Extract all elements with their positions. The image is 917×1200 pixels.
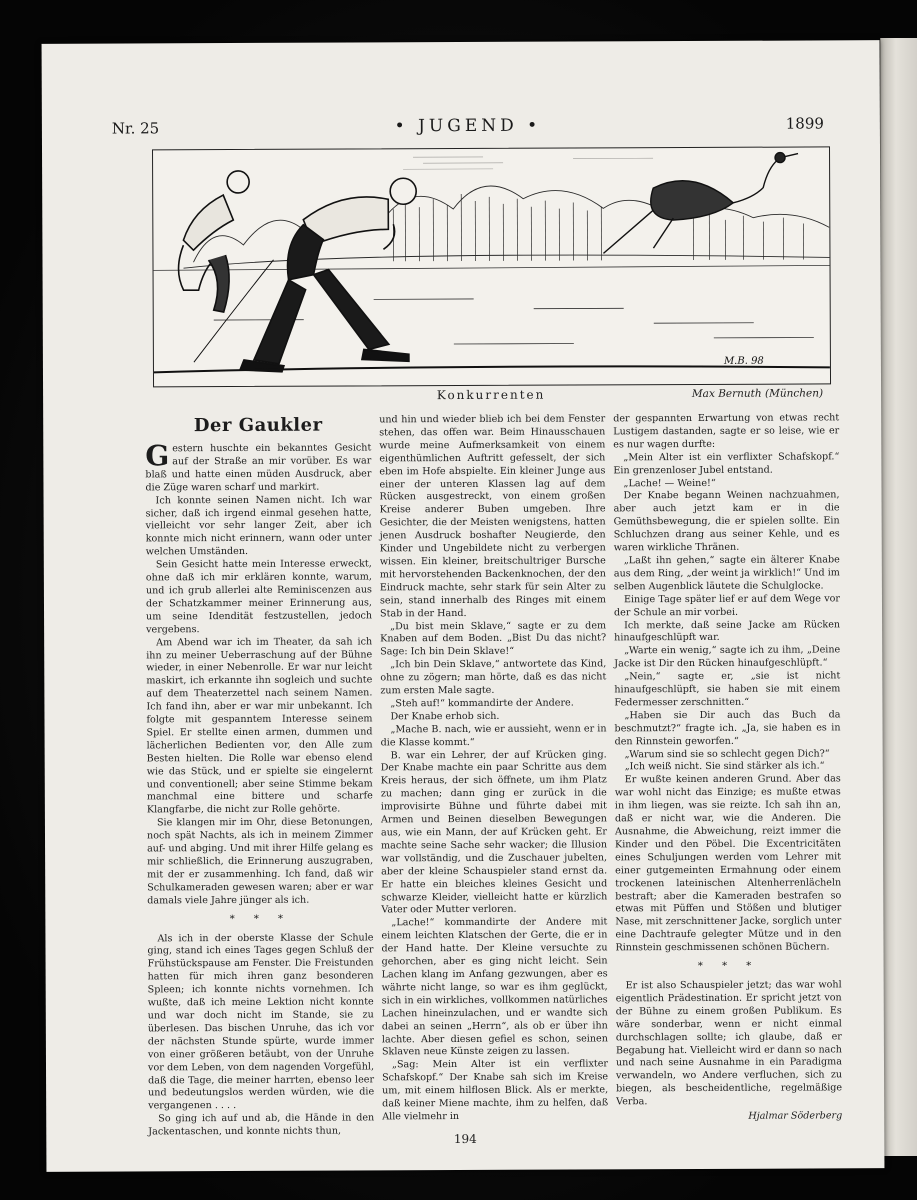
paragraph: Ich konnte seinen Namen nicht. Ich war sicher, daß ich irgend einmal gesehen hatte, vielleicht vor sehr langer Zeit, aber ich konnte mich nicht erinnern, wann oder unter welchen Umständen. [145, 494, 372, 558]
paragraph-text: estern huschte ein bekanntes Gesicht auf der Straße an mir vorüber. Es war blaß und hatte einen müden Ausdruck, aber die Züge waren scharf und markirt. [145, 442, 372, 494]
paragraph: „Ich weiß nicht. Sie sind stärker als ich.“ [624, 760, 825, 773]
paragraph: der gespannten Erwartung von etwas recht Lustigem dastanden, sagte er so leise, wie er es nur wagen durfte: [613, 412, 840, 451]
paragraph: Er wußte keinen anderen Grund. Aber das war wohl nicht das Einzige; es mußte etwas in ihm liegen, was sie reizte. Ich sah ihn an, daß er nicht war, wie die Anderen. Die Ausnahme, die Abweichung, reizt immer die Kinder und den Pöbel. Die Excentricitäten eines Schuljungen werden vom Lehrer mit einer gutgemeinten Ermahnung oder einem trockenen lateinischen Altenherrenlächeln bestraft; aber die Kameraden bestrafen so etwas mit Püffen und Stößen und blutiger Nase, mit zerschnittener Jacke, sorglich unter eine Dachtraufe gelegter Mütze und in den Rinnstein geschmissenen schönen Büchern. [614, 773, 842, 954]
paragraph: „Laßt ihn gehen,“ sagte ein älterer Knabe aus dem Ring, „der weint ja wirklich!“ Und im selben Augenblick läutete die Schulglocke. [613, 554, 840, 593]
caption-title: Konkurrenten [436, 387, 546, 403]
paragraph [145, 439, 372, 495]
column-1 [145, 414, 374, 1139]
publication-year: 1899 [785, 114, 824, 133]
paragraph: Sie klangen mir im Ohr, diese Betonungen, noch spät Nachts, als ich in meinem Zimmer auf- und abging. Und mit ihrer Hilfe gelang es mir schließlich, die Erinnerung auszugraben, mit der er zusammenhing. Ich fand, daß wir Schulkameraden gewesen waren; aber er war damals viele Jahre jünger als ich. [146, 816, 374, 907]
page-number: 194 [453, 1131, 477, 1147]
paragraph: „Lache! — Weine!“ [623, 477, 716, 489]
column-3 [613, 412, 842, 1124]
paragraph: „Mache B. nach, wie er aussieht, wenn er in die Klasse kommt.“ [380, 723, 607, 749]
author-signature: Hjalmar Söderberg [748, 1110, 843, 1122]
journal-title: • JUGEND • [394, 115, 542, 137]
paragraph: Am Abend war ich im Theater, da sah ich ihn zu meiner Ueberraschung auf der Bühne wieder, in einer Nebenrolle. Er war nur leicht maskirt, ich erkannte ihn sogleich und suchte auf dem Theaterzettel nach seinem Namen. Ich fand ihn, aber er war mir unbekannt. Ich folgte mit gespanntem Interesse seinem Spiel. Er stellte einen armen, dummen und lächerlichen Bedienten vor, den Alle zum Besten hielten. Die Rolle war ebenso elend wie das Stück, und er spielte sie eingelernt und conventionell; aber seine Stimme bekam manchmal eine bittere und scharfe Klangfarbe, die nicht zur Rolle gehörte. [146, 635, 373, 816]
story-title: Der Gaukler [193, 414, 323, 437]
paragraph: „Du bist mein Sklave,“ sagte er zu dem Knaben auf dem Boden. „Bist Du das nicht? Sage: Ich bin Dein Sklave!“ [380, 619, 607, 658]
section-divider: * * * [229, 913, 292, 925]
paragraph: Der Knabe erhob sich. [390, 710, 500, 723]
paragraph: Einige Tage später lief er auf dem Wege vor der Schule an mir vorbei. [614, 593, 840, 618]
paragraph: Er ist also Schauspieler jetzt; das war wohl eigentlich Prädestination. Er spricht jetzt von der Bühne zu einem großen Publikum. Es wäre sonderbar, wenn er nicht einmal durchschlagen sollte; ich glaube, daß er Begabung hat. Vielleicht wird er dann so nach und nach seine Ausnahme in ein Paradigma verwandeln, wo Andere verfluchen, sich zu biegen, als bescheidentliche, regelmäßige Verba. [615, 979, 843, 1108]
magazine-page [42, 40, 885, 1172]
page-header [112, 114, 824, 147]
column-2 [379, 413, 608, 1124]
paragraph: „Lache!“ kommandirte der Andere mit einem leichten Klatschen der Gerte, die er in der Hand hatte. Der Kleine versuchte zu gehorchen, aber es ging nicht leicht. Sein Lachen klang im Anfang gezwungen, aber es währte nicht lange, so war es ihm geglückt, sich in ein wirkliches, vollkommen natürliches Lachen hineinzulachen, und er wandte sich dabei an seinen „Herrn“, als ob er über ihn lachte. Aber diesen gefiel es schon, seinen Sklaven neue Künste zeigen zu lassen. [381, 916, 608, 1058]
paragraph: „Ich bin Dein Sklave,“ antwortete das Kind, ohne zu zögern; man hörte, daß es das nicht zum ersten Male sagte. [380, 658, 607, 697]
wading-men-and-heron-drawing [152, 146, 831, 387]
illustration-caption [153, 386, 829, 407]
caption-artist: Max Bernuth (München) [691, 387, 824, 400]
paragraph: Als ich in der oberste Klasse der Schule ging, stand ich eines Tages gegen Schluß der Frühstückspause am Fenster. Die Freistunden hatten für mich ihren ganz besonderen Spleen; ich konnte nichts vornehmen. Ich wußte, daß ich meine Lektion nicht konnte und war doch nicht im Stande, sie zu überlesen. Das bischen Unruhe, das ich vor der nächsten Stunde spürte, wurde immer von einer größeren betäubt, von der Unruhe vor dem Leben, von dem nagenden Vorgefühl, daß die Tage, die meiner harrten, ebenso leer und bedeutungslos werden würden, wie die vergangenen . . . . [147, 931, 375, 1112]
paragraph: „Mein Alter ist ein verflixter Schafskopf.“ Ein grenzenloser Jubel entstand. [613, 451, 840, 476]
paragraph: Sein Gesicht hatte mein Interesse erweckt, ohne daß ich mir erklären konnte, warum, und ich grub allerlei alte Reminiscenzen aus der Schatzkammer meiner Erinnerung aus, um seine Idendität festzustellen, jedoch vergebens. [145, 558, 373, 636]
paragraph: So ging ich auf und ab, die Hände in den Jackentaschen, und konnte nichts thun, [148, 1112, 375, 1138]
artist-monogram: M.B. 98 [723, 355, 764, 367]
drop-cap: G [145, 439, 170, 473]
paragraph: „Sag: Mein Alter ist ein verflixter Schafskopf.“ Der Knabe sah sich im Kreise um, mit einem hilflosen Blick. Als er merkte, daß keiner Miene machte, ihm zu helfen, daß Alle vielmehr in [382, 1058, 609, 1123]
paragraph: „Nein,“ sagte er, „sie ist nicht hinaufgeschlüpft, sie haben sie mit einem Federmesser zerschnitten.“ [614, 670, 841, 709]
paragraph: „Haben sie Dir auch das Buch da beschmutzt?“ fragte ich. „Ja, sie haben es in den Rinnstein geworfen.“ [614, 709, 841, 747]
paragraph: Ich merkte, daß seine Jacke am Rücken hinaufgeschlüpft war. [614, 618, 841, 644]
section-divider: * * * [697, 960, 760, 973]
paragraph: „Steh auf!“ kommandirte der Andere. [390, 697, 574, 710]
issue-number: Nr. 25 [111, 119, 160, 138]
next-page-edge [880, 38, 917, 1156]
paragraph: „Warum sind sie so schlecht gegen Dich?“ [624, 747, 830, 760]
paragraph: B. war ein Lehrer, der auf Krücken ging. Der Knabe machte ein paar Schritte aus dem Kreis heraus, der sich öffnete, um ihm Platz zu machen; dann ging er zurück in die improvisirte Bühne und führte dabei mit Armen und Beinen dieselben Bewegungen aus, wie ein Mann, der auf Krücken geht. Er machte seine Sache sehr wacker; die Illusion war vollständig, und die Zuschauer jubelten, aber der kleine Schauspieler stand ernst da. Er hatte ein bleiches kleines Gesicht und schwarze Kleider, vielleicht hatte er kürzlich Vater oder Mutter verloren. [380, 748, 608, 916]
paragraph: Der Knabe begann Weinen nachzuahmen, aber auch jetzt kam er in die Gemüthsbewegung, die er spielen sollte. Ein Schluchzen drang aus seiner Kehle, und es waren wirkliche Thränen. [613, 489, 840, 554]
paragraph: „Warte ein wenig,“ sagte ich zu ihm, „Deine Jacke ist Dir den Rücken hinaufgeschlüpft.“ [614, 644, 841, 670]
paragraph: und hin und wieder blieb ich bei dem Fenster stehen, das offen war. Beim Hinausschauen wurde meine Aufmerksamkeit von einem eigenthümlichen Auftritt gefesselt, der sich eben im Hofe abspielte. Ein kleiner Junge aus einer der unteren Klassen lag auf dem Rücken ausgestreckt, von einem großen Kreise anderer Buben umgeben. Ihre Gesichter, die der Meisten wenigstens, hatten jenen Ausdruck boshafter Neugierde, den Kinder und Ungebildete nicht zu verbergen wissen. Ein kleiner, breitschultriger Bursche mit hervorstehenden Backenknochen, der den Eindruck machte, sehr stark für sein Alter zu sein, stand innerhalb des Ringes mit einem Stab in der Hand. [379, 413, 606, 619]
